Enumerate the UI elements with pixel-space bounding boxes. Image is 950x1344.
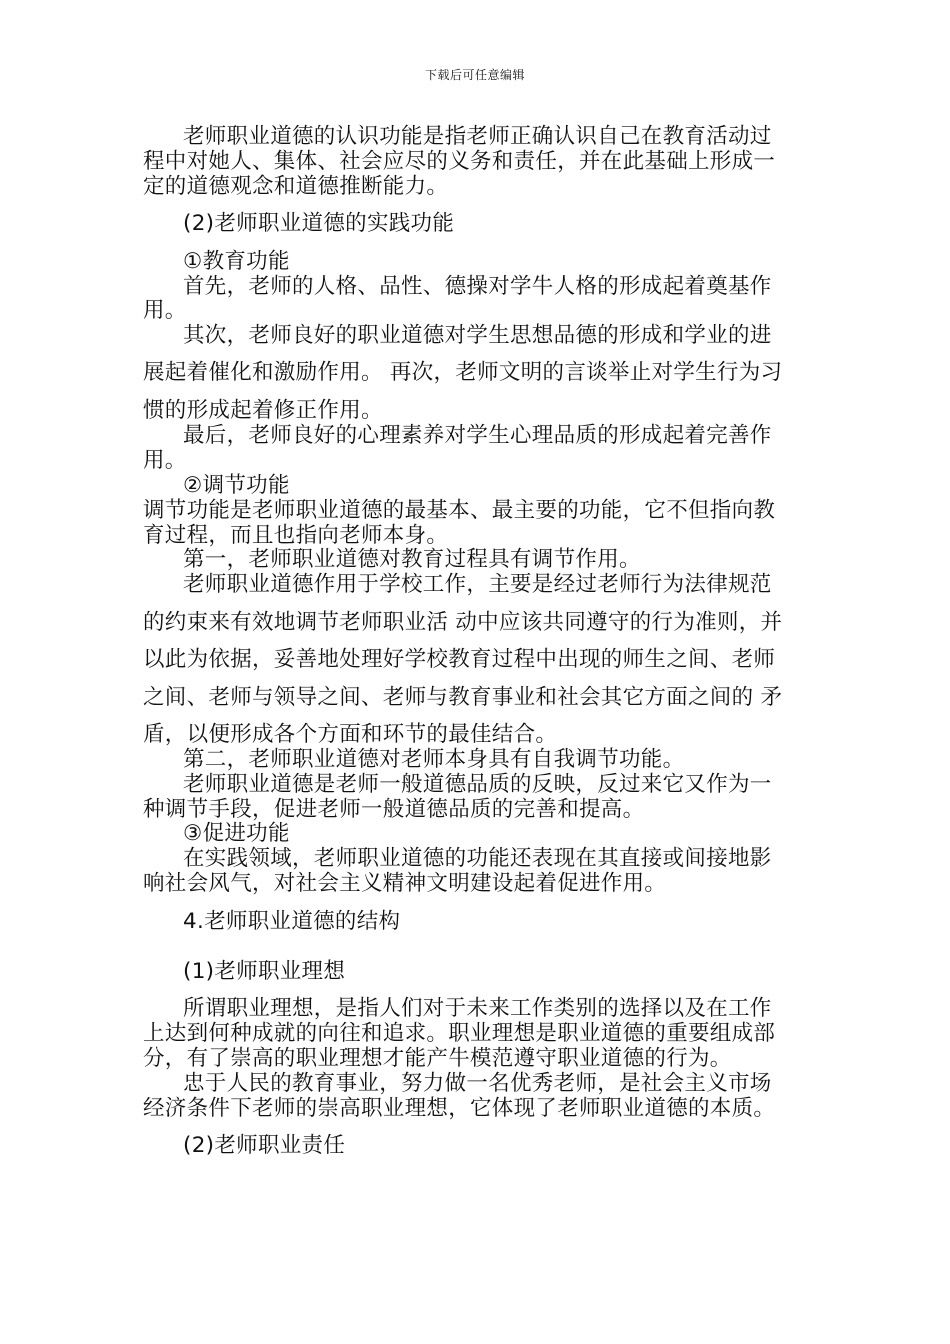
section-heading: 4.老师职业道德的结构	[183, 909, 401, 934]
paragraph-line: 惯的形成起着修正作用。	[143, 398, 383, 423]
paragraph-line: 程中对她人、集体、社会应尽的义务和责任，并在此基础上形成一	[143, 149, 776, 174]
paragraph-line: 上达到何种成就的向往和追求。职业理想是职业道德的重要组成部	[143, 1021, 776, 1046]
paragraph-line: 所谓职业理想，是指人们对于未来工作类别的选择以及在工作	[183, 996, 772, 1021]
paragraph-line: 老师职业道德是老师一般道德品质的反映，反过来它又作为一	[183, 772, 772, 797]
subsection-heading: ②调节功能	[183, 473, 290, 498]
paragraph-line: 用。	[143, 298, 187, 323]
paragraph-line: 老师职业道德的认识功能是指老师正确认识自己在教育活动过	[183, 124, 772, 149]
subsection-heading: ①教育功能	[183, 249, 290, 274]
section-heading: (2)老师职业道德的实践功能	[183, 211, 455, 236]
paragraph-line: 分，有了崇高的职业理想才能产牛模范遵守职业道德的行为。	[143, 1046, 732, 1071]
page-header: 下载后可任意编辑	[424, 68, 525, 82]
section-heading: (1)老师职业理想	[183, 959, 346, 984]
paragraph-line: 老师职业道德作用于学校工作，主要是经过老师行为法律规范	[183, 572, 772, 597]
paragraph-line: 响社会风气，对社会主义精神文明建设起着促进作用。	[143, 871, 667, 896]
paragraph-line: 以此为依据，妥善地处理好学校教育过程中出现的师生之间、老师	[143, 647, 776, 672]
paragraph-line: 种调节手段，促进老师一般道德品质的完善和提高。	[143, 797, 645, 822]
paragraph-line: 经济条件下老师的崇高职业理想，它体现了老师职业道德的本质。	[143, 1096, 776, 1121]
paragraph-line: 用。	[143, 448, 187, 473]
paragraph-line: 展起着催化和激励作用。 再次，老师文明的言谈举止对学生行为习	[143, 360, 783, 385]
paragraph-line: 首先，老师的人格、品性、德操对学牛人格的形成起着奠基作	[183, 274, 772, 299]
paragraph-line: 其次，老师良好的职业道德对学生思想品德的形成和学业的进	[183, 323, 772, 348]
paragraph-line: 在实践领域，老师职业道德的功能还表现在其直接或间接地影	[183, 846, 772, 871]
paragraph-line: 第二，老师职业道德对老师本身具有自我调节功能。	[183, 747, 685, 772]
subsection-heading: ③促进功能	[183, 821, 290, 846]
paragraph-line: 最后，老师良好的心理素养对学生心理品质的形成起着完善作	[183, 423, 772, 448]
paragraph-line: 的约束来有效地调节老师职业活 动中应该共同遵守的行为准则，并	[143, 610, 783, 635]
paragraph-line: 育过程，而且也指向老师本身。	[143, 523, 449, 548]
paragraph-line: 第一，老师职业道德对教育过程具有调节作用。	[183, 547, 641, 572]
section-heading: (2)老师职业责任	[183, 1133, 346, 1158]
paragraph-line: 忠于人民的教育事业，努力做一名优秀老师，是社会主义市场	[183, 1071, 772, 1096]
paragraph-line: 定的道德观念和道德推断能力。	[143, 174, 449, 199]
paragraph-line: 盾，以便形成各个方面和环节的最佳结合。	[143, 722, 558, 747]
paragraph-line: 调节功能是老师职业道德的最基本、最主要的功能，它不但指向教	[143, 498, 776, 523]
paragraph-line: 之间、老师与领导之间、老师与教育事业和社会其它方面之间的 矛	[143, 685, 783, 710]
